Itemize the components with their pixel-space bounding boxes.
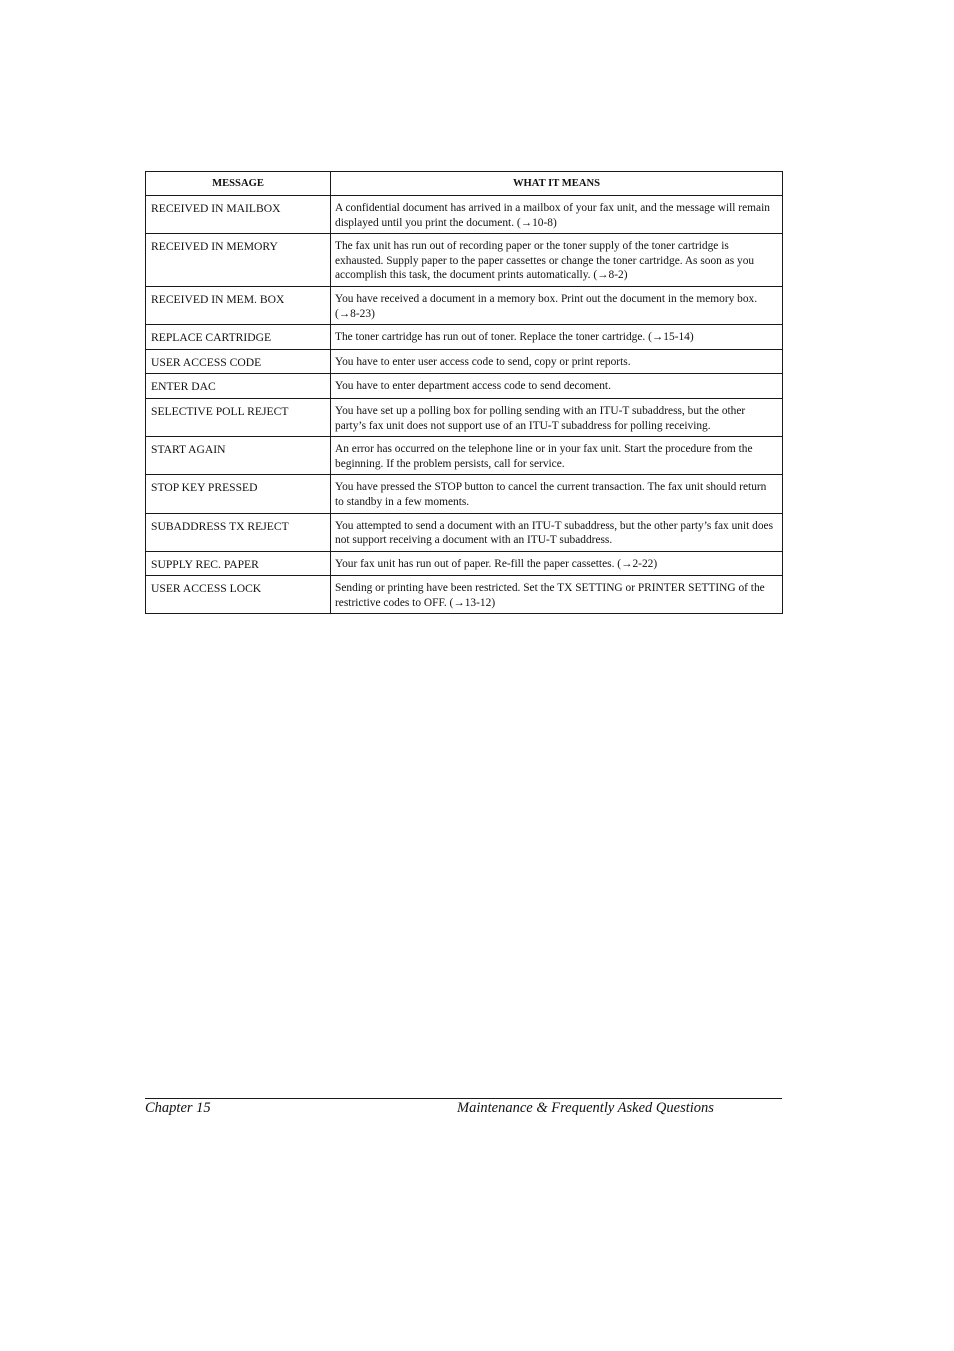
table-row — [146, 513, 783, 551]
meaning-cell: A confidential document has arrived in a mailbox of your fax unit, and the message will remain displayed until you print the document. (→10-8) — [331, 196, 783, 234]
meaning-cell: The fax unit has run out of recording paper or the toner supply of the toner cartridge is exhausted. Supply paper to the paper cassettes or change the toner cartridge. As soon as you accomplish this task, the document prints automatically. (→8-2) — [331, 234, 783, 287]
meaning-cell: You attempted to send a document with an ITU-T subaddress, but the other party’s fax unit does not support receiving a document with an ITU-T subaddress. — [331, 513, 783, 551]
meaning-cell: You have to enter user access code to send, copy or print reports. — [331, 349, 783, 374]
message-cell: RECEIVED IN MEMORY — [146, 234, 331, 287]
message-cell: SUPPLY REC. PAPER — [146, 551, 331, 576]
message-cell: USER ACCESS CODE — [146, 349, 331, 374]
table-row — [146, 576, 783, 614]
table-row — [146, 325, 783, 350]
table-row — [146, 349, 783, 374]
meaning-cell: You have received a document in a memory box. Print out the document in the memory box. (→8-23) — [331, 286, 783, 324]
message-cell: USER ACCESS LOCK — [146, 576, 331, 614]
table-row — [146, 196, 783, 234]
meaning-cell: You have set up a polling box for polling sending with an ITU-T subaddress, but the other party’s fax unit does not support use of an ITU-T subaddress for polling receiving. — [331, 398, 783, 436]
message-cell: RECEIVED IN MEM. BOX — [146, 286, 331, 324]
message-cell: REPLACE CARTRIDGE — [146, 325, 331, 350]
message-cell: SELECTIVE POLL REJECT — [146, 398, 331, 436]
message-cell: RECEIVED IN MAILBOX — [146, 196, 331, 234]
column-header-message: MESSAGE — [146, 172, 331, 196]
table-row — [146, 286, 783, 324]
table-row — [146, 374, 783, 399]
table-row — [146, 551, 783, 576]
message-cell: ENTER DAC — [146, 374, 331, 399]
column-header-meaning: WHAT IT MEANS — [331, 172, 783, 196]
meaning-cell: You have pressed the STOP button to cancel the current transaction. The fax unit should return to standby in a few moments. — [331, 475, 783, 513]
footer-chapter: Chapter 15 — [145, 1100, 211, 1116]
meaning-cell: You have to enter department access code to send decoment. — [331, 374, 783, 399]
table-row — [146, 437, 783, 475]
table-row — [146, 398, 783, 436]
meaning-cell: An error has occurred on the telephone line or in your fax unit. Start the procedure from the beginning. If the problem persists, call for service. — [331, 437, 783, 475]
table-row — [146, 234, 783, 287]
message-cell: START AGAIN — [146, 437, 331, 475]
meaning-cell: Your fax unit has run out of paper. Re-fill the paper cassettes. (→2-22) — [331, 551, 783, 576]
message-cell: SUBADDRESS TX REJECT — [146, 513, 331, 551]
message-table — [145, 171, 783, 614]
table-row — [146, 475, 783, 513]
table-header-row — [146, 172, 783, 196]
meaning-cell: The toner cartridge has run out of toner. Replace the toner cartridge. (→15-14) — [331, 325, 783, 350]
footer-divider — [145, 1098, 782, 1099]
message-cell: STOP KEY PRESSED — [146, 475, 331, 513]
footer-title: Maintenance & Frequently Asked Questions — [457, 1100, 714, 1116]
meaning-cell: Sending or printing have been restricted. Set the TX SETTING or PRINTER SETTING of the restrictive codes to OFF. (→13-12) — [331, 576, 783, 614]
